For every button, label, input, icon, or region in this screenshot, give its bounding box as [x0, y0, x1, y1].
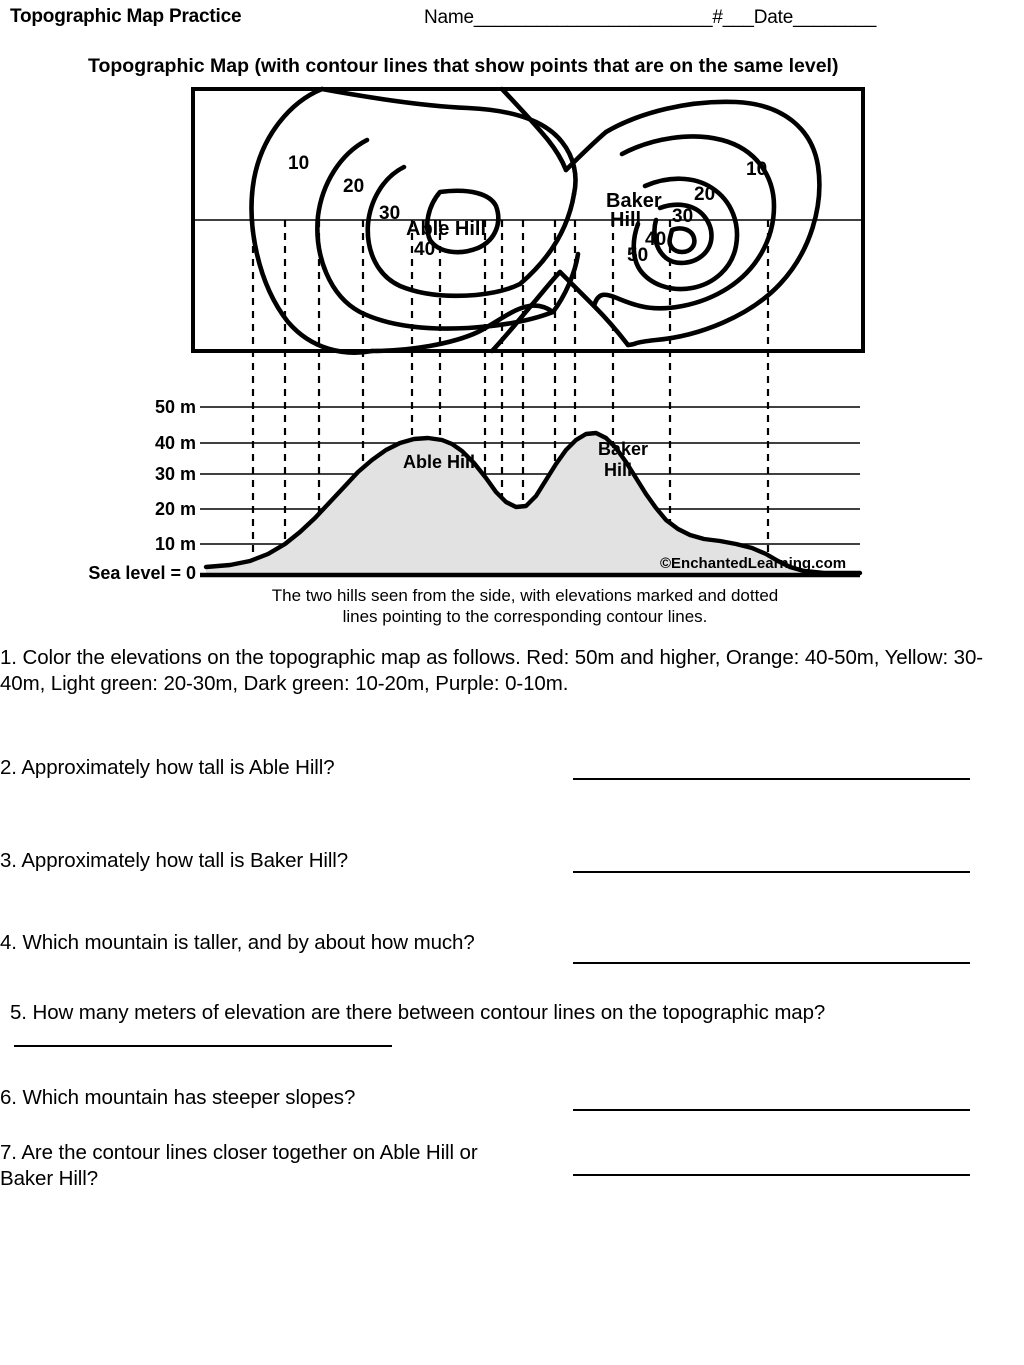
map-label-baker-hill-line1: Baker: [606, 190, 662, 212]
contour-label-baker-30: 30: [672, 206, 694, 227]
map-label-baker-hill-line2: Hill: [610, 209, 642, 231]
question-6: [0, 1085, 560, 1111]
contour-label-baker-40: 40: [645, 229, 667, 250]
contour-label-able-20: 20: [343, 176, 365, 197]
question-4-text: 4. Which mountain is taller, and by about how much?: [0, 931, 475, 954]
question-1: [0, 645, 1010, 697]
axis-label-10m: 10 m: [154, 534, 196, 554]
answer-line-4[interactable]: [573, 962, 970, 964]
axis-label-20m: 20 m: [154, 499, 196, 519]
contour-label-able-10: 10: [288, 153, 310, 174]
axis-label-50m: 50 m: [154, 397, 196, 417]
question-4: [0, 930, 520, 956]
contour-label-baker-50: 50: [627, 245, 649, 266]
question-2: [0, 755, 560, 781]
answer-line-6[interactable]: [573, 1109, 970, 1111]
axis-label-40m: 40 m: [154, 433, 196, 453]
question-7-text: 7. Are the contour lines closer together on Able Hill or Baker Hill?: [0, 1141, 484, 1190]
answer-line-5[interactable]: [14, 1045, 392, 1047]
contour-label-baker-20: 20: [694, 184, 716, 205]
map-title: Topographic Map (with contour lines that show points that are on the same level): [88, 55, 839, 77]
figure-caption-line1: The two hills seen from the side, with elevations marked and dotted: [271, 586, 779, 605]
question-1-text: 1. Color the elevations on the topographic map as follows. Red: 50m and higher, Orange: 40-50m, Yellow: 30-40m, Light green: 20-30m, Dark green: 10-20m, Purple: 0-10m.: [0, 646, 984, 695]
question-5: [10, 1000, 1010, 1026]
question-5-text: 5. How many meters of elevation are there between contour lines on the topographic map?: [10, 1001, 826, 1024]
question-3-text: 3. Approximately how tall is Baker Hill?: [0, 849, 349, 872]
worksheet-header: [0, 0, 1024, 42]
question-2-text: 2. Approximately how tall is Able Hill?: [0, 756, 335, 779]
axis-label-sea-level: Sea level = 0: [88, 563, 196, 583]
question-3: [0, 848, 560, 874]
question-6-text: 6. Which mountain has steeper slopes?: [0, 1086, 356, 1109]
topographic-figure: [0, 44, 1024, 639]
contour-label-able-30: 30: [379, 203, 401, 224]
contour-label-able-40: 40: [414, 239, 436, 260]
axis-label-30m: 30 m: [154, 464, 196, 484]
profile-label-baker-hill-line1: Baker: [598, 439, 649, 459]
contour-label-baker-10: 10: [746, 159, 768, 180]
answer-line-7[interactable]: [573, 1174, 970, 1176]
profile-label-able-hill: Able Hill: [403, 452, 476, 472]
answer-line-2[interactable]: [573, 778, 970, 780]
page-title: Topographic Map Practice: [10, 6, 242, 27]
question-7: [0, 1140, 520, 1192]
answer-line-3[interactable]: [573, 871, 970, 873]
name-date-field: Name_______________________#___Date________: [424, 7, 877, 28]
copyright-notice: ©EnchantedLearning.com: [660, 555, 847, 572]
figure-caption-line2: lines pointing to the corresponding contour lines.: [342, 607, 708, 626]
profile-label-baker-hill-line2: Hill: [604, 460, 633, 480]
map-label-able-hill: Able Hill: [406, 218, 487, 240]
